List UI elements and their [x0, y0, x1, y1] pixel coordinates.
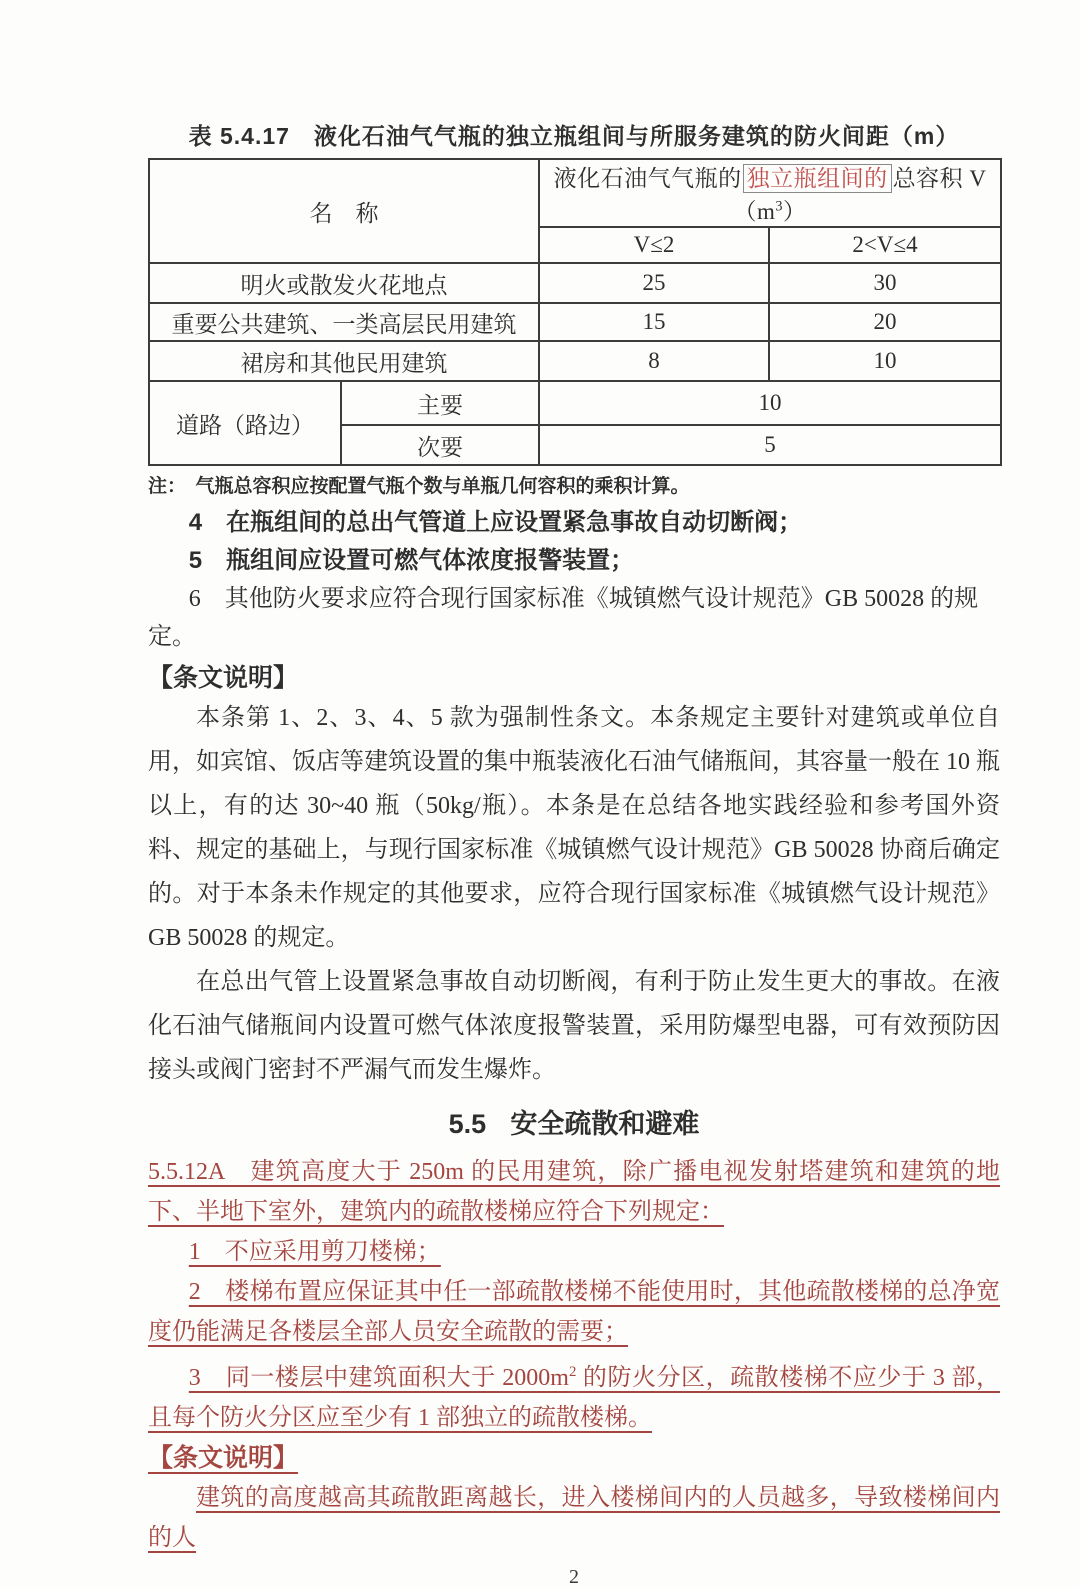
fire-separation-table	[148, 158, 1002, 466]
road-label-cell: 道路（路边）	[149, 381, 341, 465]
amendment-item-1: 1 不应采用剪刀楼梯；	[188, 1239, 441, 1265]
amendment-clause-number: 5.5.12A	[148, 1159, 225, 1185]
amendment-item-3-text-cont: 的防火分区，疏散楼梯不应少于 3 部，且每个防火分区应至少有 1 部独立的疏散楼梯。	[148, 1365, 1001, 1431]
table-title: 表 5.4.17 液化石油气气瓶的独立瓶组间与所服务建筑的防火间距（m）	[188, 123, 960, 149]
capacity-suffix-text: 总容积 V（m	[733, 166, 987, 224]
row-value-cell: 15	[539, 303, 769, 341]
row-value-cell: 20	[769, 303, 1001, 341]
explanation-paragraph-2: 在总出气管上设置紧急事故自动切断阀，有利于防止发生更大的事故。在液化石油气储瓶间内设置可燃气体浓度报警装置，采用防爆型电器，可有效预防因接头或阀门密封不严漏气而发生爆炸。	[148, 969, 1000, 1083]
header-col-v-2-to-4: 2<V≤4	[769, 227, 1001, 263]
row-value-cell: 30	[769, 263, 1001, 303]
explanation-label: 【条文说明】	[148, 664, 299, 692]
amendment-explanation-text: 建筑的高度越高其疏散距离越长，进入楼梯间内的人员越多，导致楼梯间内的人	[148, 1485, 1000, 1551]
road-value-cell: 5	[539, 425, 1001, 465]
amendment-intro	[148, 1152, 1000, 1232]
amendment-item-3-superscript: 2	[568, 1364, 577, 1380]
section-heading	[148, 1108, 1000, 1140]
table-row-road-main	[149, 381, 1001, 425]
header-col-v-le-2: V≤2	[539, 227, 769, 263]
table-note: 注： 气瓶总容积应按配置气瓶个数与单瓶几何容积的乘积计算。	[148, 476, 690, 497]
row-name-cell: 明火或散发火花地点	[149, 263, 539, 303]
row-name-cell: 重要公共建筑、一类高层民用建筑	[149, 303, 539, 341]
row-value-cell: 10	[769, 341, 1001, 381]
header-capacity-cell	[539, 159, 1001, 227]
clause-5: 5 瓶组间应设置可燃气体浓度报警装置；	[188, 547, 635, 574]
header-name-cell: 名 称	[149, 159, 539, 263]
clause-6: 6 其他防火要求应符合现行国家标准《城镇燃气设计规范》GB 50028 的规定。	[148, 586, 979, 650]
capacity-superscript: 3	[775, 198, 783, 215]
row-name-cell: 裙房和其他民用建筑	[149, 341, 539, 381]
explanation-paragraph-1: 本条第 1、2、3、4、5 款为强制性条文。本条规定主要针对建筑或单位自用，如宾馆、饭店等建筑设置的集中瓶装液化石油气储瓶间，其容量一般在 10 瓶以上，有的达 30~40 瓶（50kg/瓶）。本条是在总结各地实践经验和参考国外资料、规定的基础上，与现行国家标准《城镇燃气设计规范》GB 50028 协商后确定的。对于本条未作规定的其他要求，应符合现行国家标准《城镇燃气设计规范》GB 50028 的规定。	[148, 705, 1000, 951]
page-number: 2	[569, 1566, 579, 1588]
row-value-cell: 8	[539, 341, 769, 381]
capacity-prefix-text: 液化石油气气瓶的	[553, 166, 742, 191]
road-type-cell: 次要	[341, 425, 539, 465]
table-row	[149, 263, 1001, 303]
table-header-row-1	[149, 159, 1001, 227]
clause-list	[148, 504, 1000, 656]
section-number: 5.5	[448, 1109, 487, 1139]
amendment-item-3	[148, 1352, 1000, 1438]
section-title: 安全疏散和避难	[510, 1109, 700, 1139]
amendment-explanation-label: 【条文说明】	[148, 1444, 299, 1472]
road-type-cell: 主要	[341, 381, 539, 425]
table-row	[149, 341, 1001, 381]
clause-4: 4 在瓶组间的总出气管道上应设置紧急事故自动切断阀；	[188, 509, 803, 536]
table-row	[149, 303, 1001, 341]
amendment-intro-text: 建筑高度大于 250m 的民用建筑，除广播电视发射塔建筑和建筑的地下、半地下室外，建筑内的疏散楼梯应符合下列规定：	[148, 1159, 1000, 1225]
road-value-cell: 10	[539, 381, 1001, 425]
amendment-item-3-text: 3 同一楼层中建筑面积大于 2000m	[188, 1365, 569, 1391]
capacity-boxed-revision-text: 独立瓶组间的	[743, 164, 892, 193]
amendment-item-2: 2 楼梯布置应保证其中任一部疏散楼梯不能使用时，其他疏散楼梯的总净宽度仍能满足各楼层全部人员安全疏散的需要；	[148, 1279, 1000, 1345]
row-value-cell: 25	[539, 263, 769, 303]
capacity-close-text: ）	[783, 199, 807, 224]
